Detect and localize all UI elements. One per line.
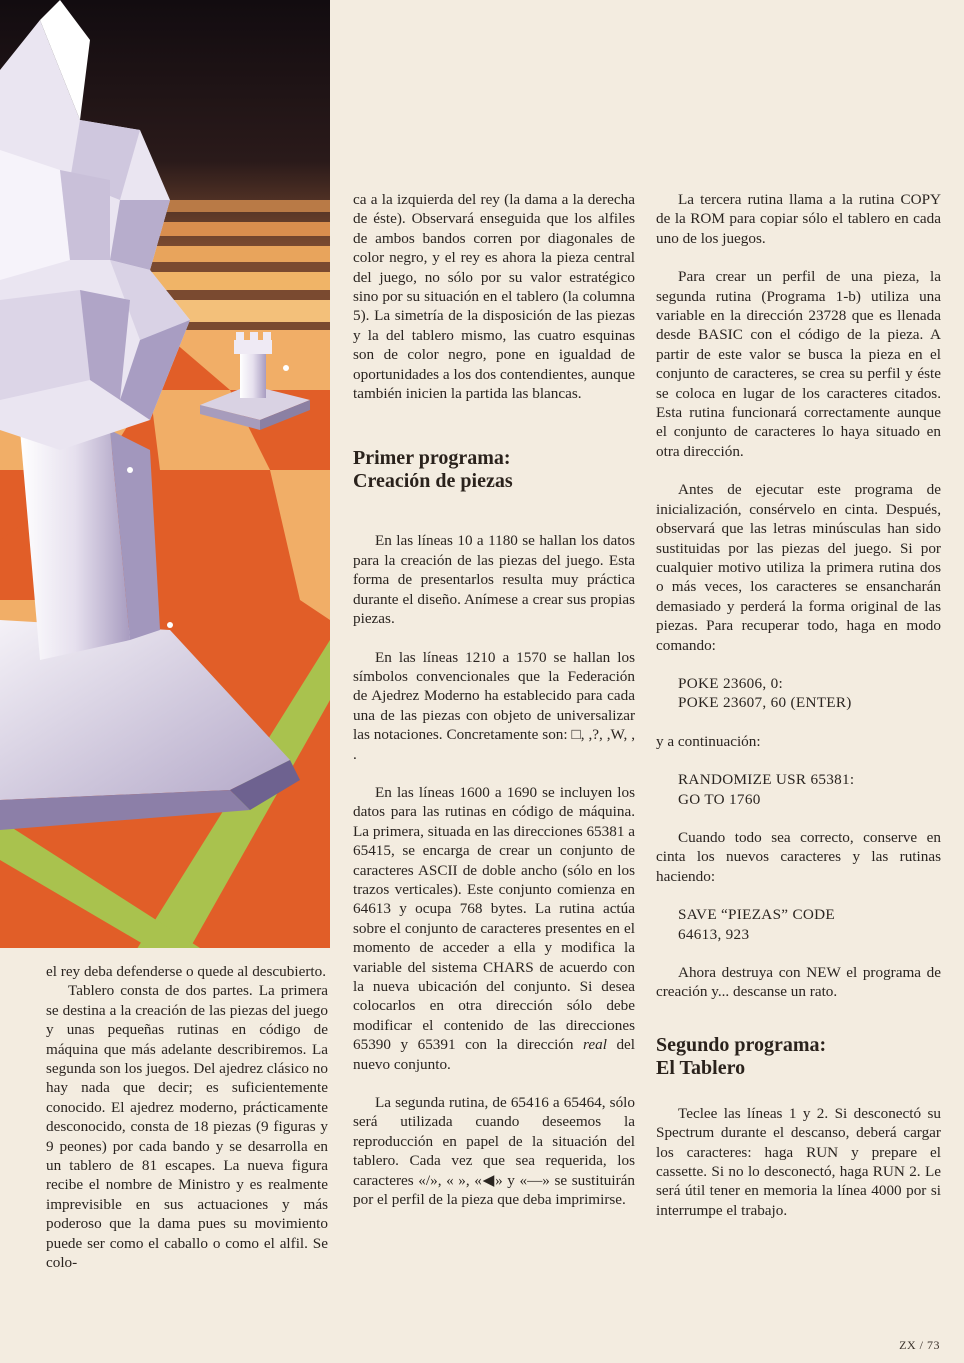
paragraph: Teclee las líneas 1 y 2. Si desconectó su Spectrum durante el descanso, deberá cargar los caracteres: haga RUN y prepare el cassette. Si no lo desconectó, haga RUN 2. Le será útil tener en memoria la línea 4000 por si interrumpe el trabajo. <box>656 1104 941 1219</box>
heading-line: Creación de piezas <box>353 470 513 493</box>
paragraph: En las líneas 10 a 1180 se hallan los datos para la creación de las piezas del juego. Esta forma de presentarlos resulta muy práctica durante el diseño. Anímese a crear sus propias piezas. <box>353 532 635 628</box>
paragraph: Para crear un perfil de una pieza, la segunda rutina (Programa 1-b) utiliza una variable en la dirección 23728 que es llenada desde BASIC con el código de la pieza. A partir de este valor se busca la pieza en el conjunto de caracteres, se crea su perfil y éste se coloca en lugar de los caracteres citados. Esta rutina funcionará correctamente aunque el conjunto de caracteres lo haya situado en otra dirección. <box>656 268 941 460</box>
paragraph: La segunda rutina, de 65416 a 65464, sólo será utilizada cuando deseemos la reproducción en papel de la situación del tablero. Cada vez que sea requerida, los caracteres «/», « », «◀» y «—» se sustituirán por el perfil de la pieza que deba imprimirse. <box>353 1094 635 1209</box>
heading-line: Segundo programa: <box>656 1033 827 1056</box>
paragraph: ca a la izquierda del rey (la dama a la derecha de éste). Observará enseguida que los alfiles de ambos bandos corren por diagonales de color negro, y el rey es ahora la pieza central del juego, no sólo por su valor estratégico sino por su situación en el tablero (la columna 5). La simetría de la disposición de las piezas y la del tablero mismo, las cuatro esquinas son de color negro, pone en igualdad de oportunidades a los dos contendientes, aunque también inicien la partida las blancas. <box>353 191 635 403</box>
paragraph: el rey deba defenderse o quede al descubierto. <box>46 963 326 980</box>
code-line: 64613, 923 <box>678 925 750 943</box>
column-1 <box>46 962 328 1273</box>
paragraph: Antes de ejecutar este programa de inicialización, consérvelo en cinta. Después, observará que las letras minúsculas han sido sustituidas por las piezas del juego. Si por cualquier motivo utiliza la primera rutina dos o más veces, los caracteres se ensancharán demasiado y perderá la forma original de las piezas. Para recuperar todo, haga en modo comando: <box>656 481 941 654</box>
paragraph: Cuando todo sea correcto, conserve en cinta los nuevos caracteres y las rutinas haciendo: <box>656 828 941 885</box>
code-line: SAVE “PIEZAS” CODE <box>678 906 835 924</box>
column-2 <box>353 190 635 1209</box>
paragraph-text: En las líneas 1600 a 1690 se incluyen los datos para las rutinas en código de máquina. La primera, situada en las direcciones 65381 a 65415, se encarga de crear un conjunto de caracteres ASCII de doble ancho (sólo en los trazos verticales). Este conjunto comienza en 64613 y ocupa 768 bytes. La rutina actúa sobre el conjunto de caracteres presentes en el momento de acceder a ella y modifica la variable del sistema CHARS de acuerdo con la nueva ubicación del conjunto. Si desea colocarlos en otra dirección sólo debe modificar el contenido de las direcciones 65390 y 65391 con la dirección <box>353 783 635 1054</box>
column-3 <box>656 190 941 1220</box>
paragraph: y a continuación: <box>656 732 761 750</box>
section-heading-segundo-programa <box>656 1034 941 1080</box>
emphasis: real <box>583 1036 607 1054</box>
code-line: POKE 23606, 0: <box>678 674 784 692</box>
paragraph: Tablero consta de dos partes. La primera se destina a la creación de las piezas del juego y unas pequeñas rutinas en código de máquina que más adelante describiremos. La segunda son los juegos. Del ajedrez clásico no hay nada que decir; es suficientemente conocido. El ajedrez moderno, prácticamente desconocido, consta de 18 piezas (9 figuras y 9 peones) por cada bando y se desarrolla en un tablero de 81 escapes. La nueva figura recibe el nombre de Ministro y es realmente imprevisible en sus actuaciones y más poderoso que la dama pues su movimiento puede ser como el caballo o como el alfil. Se colo- <box>46 982 328 1272</box>
paragraph <box>353 783 635 1074</box>
paragraph: En las líneas 1210 a 1570 se hallan los símbolos convencionales que la Federación de Ajedrez Moderno ha establecido para cada una de las piezas con objeto de universalizar las notaciones. Concretamente son: □, ,?, ,W, , . <box>353 648 635 763</box>
heading-line: El Tablero <box>656 1056 746 1079</box>
paragraph-text: del nuevo conjunto. <box>353 1036 635 1073</box>
section-heading-primer-programa <box>353 447 635 493</box>
chess-illustration <box>0 0 330 948</box>
code-line: POKE 23607, 60 (ENTER) <box>678 694 852 712</box>
paragraph: Ahora destruya con NEW el programa de creación y... descanse un rato. <box>656 964 941 1001</box>
heading-line: Primer programa: <box>353 447 511 470</box>
code-line: GO TO 1760 <box>678 790 761 808</box>
page-folio: ZX / 73 <box>899 1338 940 1352</box>
chess-knight-and-rook-icon <box>0 0 330 948</box>
code-line: RANDOMIZE USR 65381: <box>678 771 855 789</box>
paragraph: La tercera rutina llama a la rutina COPY de la ROM para copiar sólo el tablero en cada uno de los juegos. <box>656 191 941 247</box>
